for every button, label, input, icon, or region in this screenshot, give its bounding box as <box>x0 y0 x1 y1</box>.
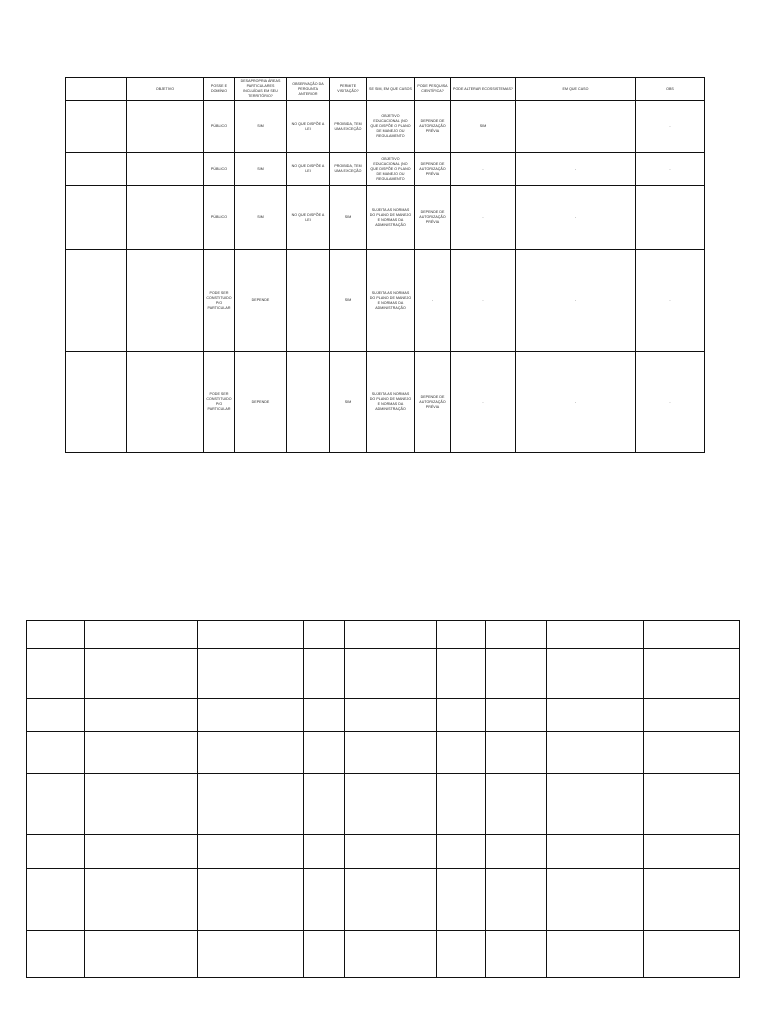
table-cell <box>345 774 437 835</box>
table-row <box>27 931 740 978</box>
table-cell <box>85 774 198 835</box>
table-cell: SIM <box>235 153 287 186</box>
table-cell <box>85 732 198 774</box>
table-cell <box>27 732 85 774</box>
table-cell <box>198 699 304 732</box>
table-cell: SIM <box>330 250 367 352</box>
table-cell <box>66 352 127 453</box>
table-cell <box>27 699 85 732</box>
table-cell <box>198 835 304 869</box>
table-cell: SUJEITA AS NORMAS DO PLANO DE MANEJO E NORMAS DA ADMINISTRAÇÃO <box>367 352 415 453</box>
table-cell <box>486 931 547 978</box>
header-cell: OBSERVAÇÃO DA PERGUNTA ANTERIOR <box>287 78 330 101</box>
table-cell <box>547 649 644 699</box>
table-cell <box>486 774 547 835</box>
table-cell <box>644 931 740 978</box>
table-row <box>66 153 705 186</box>
table-cell: - <box>516 153 636 186</box>
table-cell <box>547 869 644 931</box>
table-cell <box>66 101 127 153</box>
table-cell <box>304 774 345 835</box>
table-cell <box>345 699 437 732</box>
table-cell: - <box>451 186 516 250</box>
table-cell <box>547 621 644 649</box>
table-cell <box>644 732 740 774</box>
table-cell <box>304 621 345 649</box>
table-cell <box>345 621 437 649</box>
table-row <box>66 250 705 352</box>
table-cell <box>547 774 644 835</box>
table-cell: DEPENDE DE AUTORIZAÇÃO PRÉVIA <box>415 101 451 153</box>
table-cell: PÚBLICO <box>204 186 235 250</box>
table-cell <box>304 869 345 931</box>
header-cell: POSSE E DOMÍNIO <box>204 78 235 101</box>
table-cell <box>437 869 486 931</box>
table-cell <box>287 352 330 453</box>
table-cell <box>345 732 437 774</box>
table-cell <box>345 649 437 699</box>
table-cell <box>66 153 127 186</box>
table-cell: - <box>636 352 705 453</box>
table-cell: PROIBIDA, TEM UMA EXCEÇÃO <box>330 101 367 153</box>
table-row <box>27 621 740 649</box>
table-cell <box>547 835 644 869</box>
table-cell <box>636 186 705 250</box>
table-cell <box>304 931 345 978</box>
table-cell <box>516 101 636 153</box>
table-cell <box>66 186 127 250</box>
table-cell <box>437 649 486 699</box>
table-cell <box>345 835 437 869</box>
table-cell <box>644 835 740 869</box>
table-cell <box>198 931 304 978</box>
table-cell: DEPENDE DE AUTORIZAÇÃO PRÉVIA <box>415 352 451 453</box>
table-cell <box>486 732 547 774</box>
table-cell <box>127 153 204 186</box>
table-cell <box>486 649 547 699</box>
table-cell: OBJETIVO EDUCACIONAL (NO QUE DISPÕE O PLANO DE MANEJO OU REGULAMENTO <box>367 153 415 186</box>
table-cell: PODE SER CONSTITUIDO P/O PARTICULAR <box>204 352 235 453</box>
table-cell <box>437 774 486 835</box>
header-cell: EM QUE CASO <box>516 78 636 101</box>
table-cell: PODE SER CONSTITUIDO P/O PARTICULAR <box>204 250 235 352</box>
table-cell: - <box>636 250 705 352</box>
table-cell <box>127 186 204 250</box>
table-cell <box>437 699 486 732</box>
table-cell <box>27 774 85 835</box>
table-cell <box>644 649 740 699</box>
table-cell <box>486 869 547 931</box>
table-cell: - <box>516 352 636 453</box>
table-cell: DEPENDE <box>235 250 287 352</box>
table-row <box>27 699 740 732</box>
table-row <box>27 835 740 869</box>
table-cell <box>27 621 85 649</box>
table-cell <box>66 250 127 352</box>
table-cell <box>85 931 198 978</box>
table-cell <box>304 835 345 869</box>
table-cell <box>198 649 304 699</box>
table-cell: DEPENDE <box>235 352 287 453</box>
table-header-row <box>66 78 705 101</box>
empty-grid-table <box>26 620 740 978</box>
table-cell <box>85 835 198 869</box>
table-cell <box>27 869 85 931</box>
header-cell <box>66 78 127 101</box>
table-cell: NO QUE DISPÕE A LEI <box>287 186 330 250</box>
table-cell <box>198 621 304 649</box>
table-cell <box>198 774 304 835</box>
table-cell: OBJETIVO EDUCACIONAL (NO QUE DISPÕE O PLANO DE MANEJO OU REGULAMENTO <box>367 101 415 153</box>
table-cell: - <box>516 250 636 352</box>
table-cell: - <box>415 250 451 352</box>
table-cell <box>547 931 644 978</box>
table-cell <box>547 732 644 774</box>
table-cell <box>644 774 740 835</box>
table-cell <box>486 835 547 869</box>
table-row <box>27 869 740 931</box>
table-cell <box>486 699 547 732</box>
table-cell <box>198 732 304 774</box>
table-cell <box>345 869 437 931</box>
table-cell: PÚBLICO <box>204 101 235 153</box>
table-cell <box>437 931 486 978</box>
table-cell: SIM <box>330 186 367 250</box>
table-cell <box>198 869 304 931</box>
table-cell <box>127 250 204 352</box>
table-row <box>66 186 705 250</box>
table-cell <box>437 835 486 869</box>
table-cell <box>127 352 204 453</box>
table-cell <box>85 621 198 649</box>
table-cell: DEPENDE DE AUTORIZAÇÃO PRÉVIA <box>415 186 451 250</box>
table-cell <box>27 931 85 978</box>
table-row <box>66 352 705 453</box>
table-cell: SIM <box>451 101 516 153</box>
header-cell: PERMITE VISITAÇÃO? <box>330 78 367 101</box>
table-cell <box>345 931 437 978</box>
table-cell: SUJEITA AS NORMAS DO PLANO DE MANEJO E NORMAS DA ADMINISTRAÇÃO <box>367 250 415 352</box>
table-cell <box>85 699 198 732</box>
header-cell: PODE ALTERAR ECOSSISTEMAS? <box>451 78 516 101</box>
header-cell: PODE PESQUISA CIENTÍFICA? <box>415 78 451 101</box>
table-cell: DEPENDE DE AUTORIZAÇÃO PRÉVIA <box>415 153 451 186</box>
header-cell: DESAPROPRIA ÁREAS PARTICULARES INCLUÍDAS EM SEU TERRITÓRIO? <box>235 78 287 101</box>
table-cell <box>304 699 345 732</box>
table-cell <box>437 621 486 649</box>
table-cell <box>486 621 547 649</box>
table-cell <box>27 835 85 869</box>
table-cell: NO QUE DISPÕE A LEI <box>287 101 330 153</box>
table-cell: SIM <box>235 186 287 250</box>
table-cell: SIM <box>235 101 287 153</box>
table-row <box>27 649 740 699</box>
table-cell <box>85 869 198 931</box>
table-cell <box>287 250 330 352</box>
table-row <box>27 774 740 835</box>
table-cell <box>304 732 345 774</box>
header-cell: OBS <box>636 78 705 101</box>
header-cell: OBJETIVO <box>127 78 204 101</box>
table-cell: PROIBIDA, TEM UMA EXCEÇÃO <box>330 153 367 186</box>
table-cell: SUJEITA AS NORMAS DO PLANO DE MANEJO E NORMAS DA ADMINISTRAÇÃO <box>367 186 415 250</box>
table-cell: SIM <box>330 352 367 453</box>
table-cell: - <box>451 352 516 453</box>
table-cell <box>644 869 740 931</box>
table-row <box>27 732 740 774</box>
table-cell <box>304 649 345 699</box>
table-cell: - <box>451 250 516 352</box>
table-cell <box>27 649 85 699</box>
table-cell <box>85 649 198 699</box>
table-cell <box>644 699 740 732</box>
header-cell: SE SIM, EM QUE CASOS <box>367 78 415 101</box>
table-cell: NO QUE DISPÕE A LEI <box>287 153 330 186</box>
table-cell <box>127 101 204 153</box>
table-cell: PÚBLICO <box>204 153 235 186</box>
table-cell: - <box>636 153 705 186</box>
table-cell <box>644 621 740 649</box>
table-row <box>66 101 705 153</box>
table-cell <box>547 699 644 732</box>
table-cell: - <box>636 101 705 153</box>
protected-areas-table <box>65 77 705 453</box>
table-cell: - <box>451 153 516 186</box>
table-cell: - <box>516 186 636 250</box>
table-cell <box>437 732 486 774</box>
